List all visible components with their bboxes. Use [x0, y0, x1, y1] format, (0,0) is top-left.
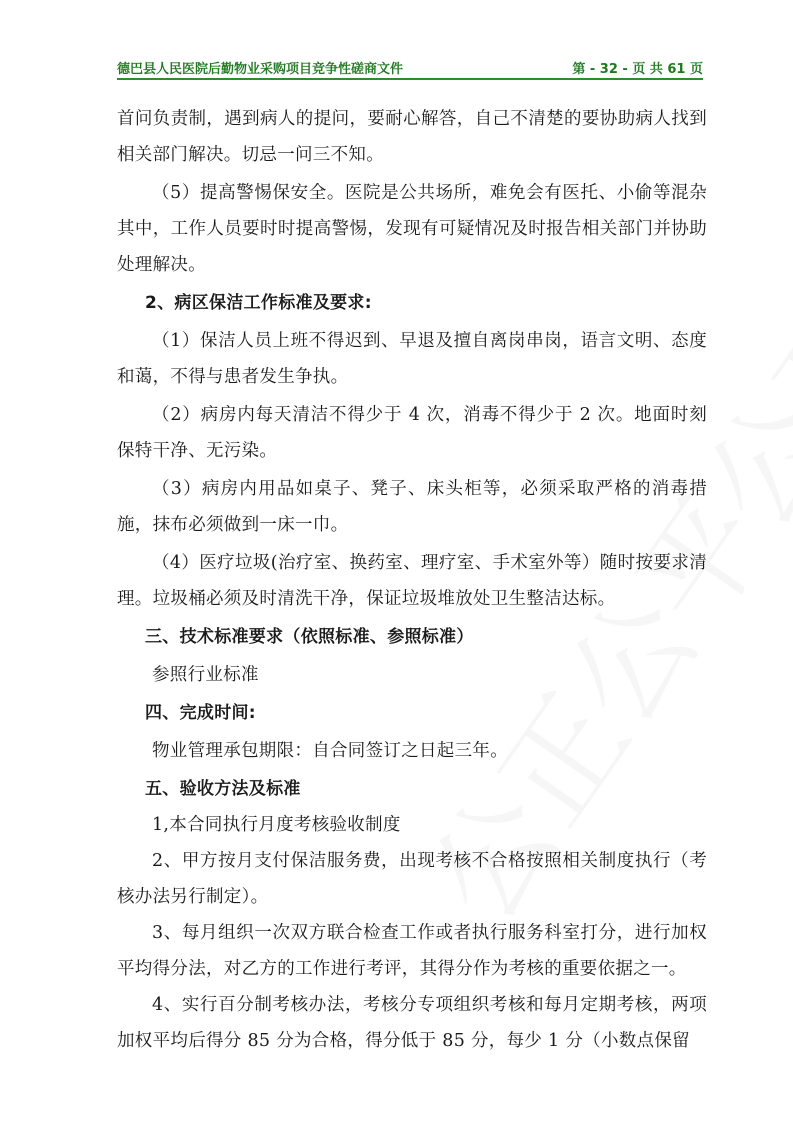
paragraph: （4）医疗垃圾(治疗室、换药室、理疗室、手术室外等）随时按要求清理。垃圾桶必须及时清洗干净，保证垃圾堆放处卫生整洁达标。: [117, 553, 707, 609]
page-number: 第 - 32 - 页 共 61 页: [572, 62, 703, 77]
paragraph: 物业管理承包期限：自合同签订之日起三年。: [152, 741, 508, 761]
paragraph: 参照行业标准: [152, 665, 259, 685]
paragraph: （5）提高警惕保安全。医院是公共场所，难免会有医托、小偷等混杂其中，工作人员要时时提高警惕，发现有可疑情况及时报告相关部门并协助处理解决。: [117, 183, 707, 275]
page-header: [117, 58, 703, 80]
paragraph: 首问负责制，遇到病人的提问，要耐心解答，自己不清楚的要协助病人找到相关部门解决。切忌一问三不知。: [117, 109, 707, 165]
paragraph: 1,本合同执行月度考核验收制度: [152, 815, 401, 835]
document-body: [117, 101, 707, 1059]
section-heading: 四、完成时间:: [145, 703, 256, 723]
paragraph: 2、甲方按月支付保洁服务费，出现考核不合格按照相关制度执行（考核办法另行制定）。: [117, 851, 707, 907]
section-heading: 三、技术标准要求（依照标准、参照标准）: [145, 627, 474, 647]
section-heading: 五、验收方法及标准: [145, 779, 301, 799]
paragraph: 3、每月组织一次双方联合检查工作或者执行服务科室打分，进行加权平均得分法，对乙方的工作进行考评，其得分作为考核的重要依据之一。: [117, 923, 707, 979]
paragraph: （1）保洁人员上班不得迟到、早退及擅自离岗串岗，语言文明、态度和蔼，不得与患者发生争执。: [117, 331, 707, 387]
document-title: 德巴县人民医院后勤物业采购项目竞争性磋商文件: [117, 62, 404, 77]
paragraph: （2）病房内每天清洁不得少于 4 次，消毒不得少于 2 次。地面时刻保特干净、无污染。: [117, 405, 707, 461]
paragraph: 4、实行百分制考核办法，考核分专项组织考核和每月定期考核，两项加权平均后得分 85 分为合格，得分低于 85 分，每少 1 分（小数点保留: [117, 995, 707, 1051]
paragraph: （3）病房内用品如桌子、凳子、床头柜等，必须采取严格的消毒措施，抹布必须做到一床一巾。: [117, 479, 707, 535]
section-heading: 2、病区保洁工作标准及要求:: [145, 293, 372, 313]
